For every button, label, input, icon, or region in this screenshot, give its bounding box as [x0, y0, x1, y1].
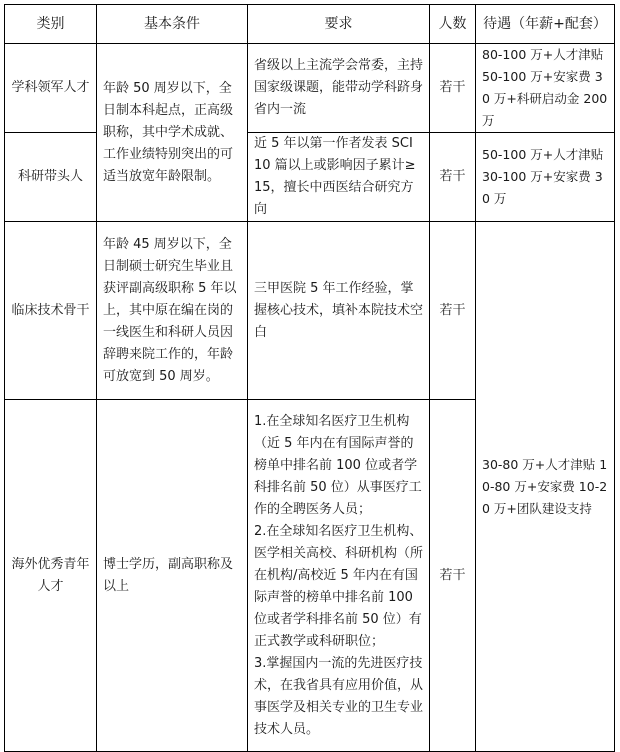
- count-cell: 若干: [430, 44, 476, 133]
- compensation-cell: 50-100 万+人才津贴 30-100 万+安家费 30 万: [476, 133, 615, 222]
- basic-conditions-cell: 年龄 50 周岁以下，全日制本科起点，正高级职称，其中学术成就、工作业绩特别突出的可适当放宽年龄限制。: [97, 44, 248, 222]
- header-requirements: 要求: [248, 5, 430, 44]
- recruitment-table: [4, 4, 615, 752]
- requirements-cell: [248, 400, 430, 752]
- header-row: [5, 5, 615, 44]
- count-cell: 若干: [430, 133, 476, 222]
- compensation-cell: 80-100 万+人才津贴 50-100 万+安家费 30 万+科研启动金 200 万: [476, 44, 615, 133]
- requirement-item-1: 1.在全球知名医疗卫生机构（近 5 年内在有国际声誉的榜单中排名前 100 位或者学科排名前 50 位）从事医疗工作的全聘医务人员；: [254, 413, 422, 517]
- header-basic-conditions: 基本条件: [97, 5, 248, 44]
- category-cell: 学科领军人才: [5, 44, 97, 133]
- requirement-item-3: 3.掌握国内一流的先进医疗技术，在我省具有应用价值，从事医学及相关专业的卫生专业技术人员。: [254, 655, 424, 737]
- count-cell: 若干: [430, 400, 476, 752]
- category-cell: 海外优秀青年人才: [5, 400, 97, 752]
- table-row: [5, 44, 615, 133]
- category-cell: 科研带头人: [5, 133, 97, 222]
- table-row: [5, 133, 615, 222]
- basic-conditions-cell: 年龄 45 周岁以下，全日制硕士研究生毕业且获评副高级职称 5 年以上，其中原在编在岗的一线医生和科研人员因辞聘来院工作的，年龄可放宽到 50 周岁。: [97, 222, 248, 400]
- header-compensation: 待遇（年薪+配套）: [476, 5, 615, 44]
- requirements-cell: 三甲医院 5 年工作经验，掌握核心技术，填补本院技术空白: [248, 222, 430, 400]
- compensation-cell: 30-80 万+人才津贴 10-80 万+安家费 10-20 万+团队建设支持: [476, 222, 615, 752]
- header-category: 类别: [5, 5, 97, 44]
- table-row: [5, 222, 615, 400]
- requirement-item-2: 2.在全球知名医疗卫生机构、医学相关高校、科研机构（所在机构/高校近 5 年内在有国际声誉的榜单中排名前 100 位或者学科排名前 50 位）有正式教学或科研职位；: [254, 523, 424, 649]
- requirements-cell: 省级以上主流学会常委，主持国家级课题，能带动学科跻身省内一流: [248, 44, 430, 133]
- header-count: 人数: [430, 5, 476, 44]
- count-cell: 若干: [430, 222, 476, 400]
- requirements-cell: 近 5 年以第一作者发表 SCI 10 篇以上或影响因子累计≥15，擅长中西医结合研究方向: [248, 133, 430, 222]
- category-cell: 临床技术骨干: [5, 222, 97, 400]
- basic-conditions-cell: 博士学历，副高职称及以上: [97, 400, 248, 752]
- recruitment-table-container: [4, 4, 614, 752]
